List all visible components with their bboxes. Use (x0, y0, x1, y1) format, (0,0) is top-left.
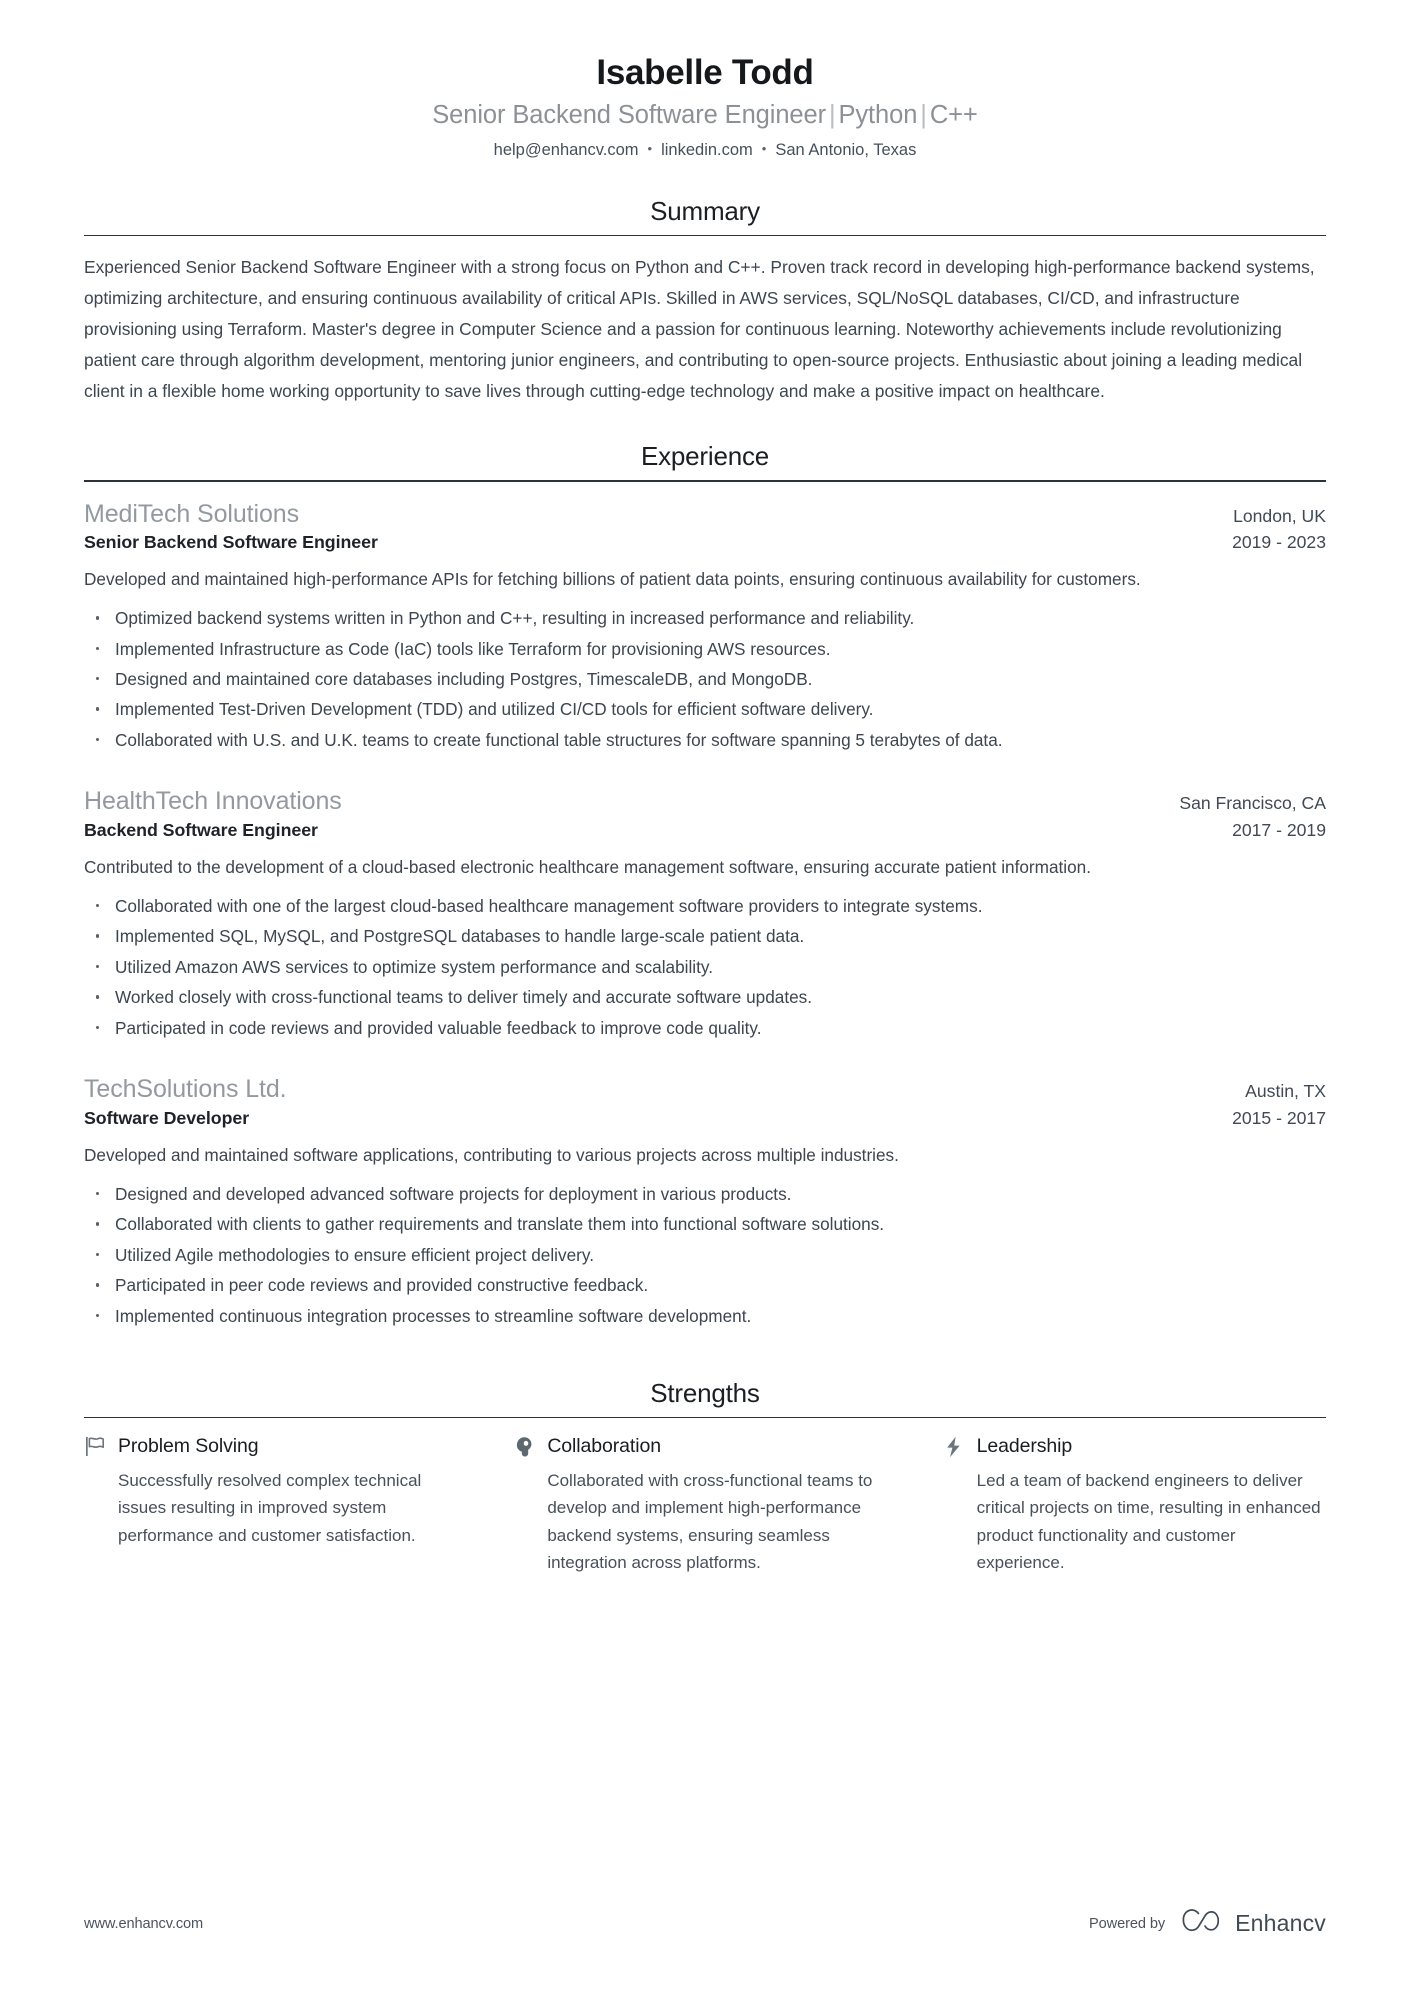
strength-header (513, 1434, 896, 1459)
contact-location: San Antonio, Texas (775, 140, 917, 159)
experience-item (84, 1073, 1326, 1331)
experience-role-row (84, 1106, 1326, 1131)
strength-item (513, 1434, 942, 1576)
experience-description: Developed and maintained high-performance APIs for fetching billions of patient data points, ensuring continuous availability for customers. (84, 568, 1141, 589)
strength-description: Led a team of backend engineers to deliver critical projects on time, resulting in enhanced product functionality and customer experience. (976, 1470, 1321, 1573)
experience-bullet-list (84, 891, 1326, 1043)
experience-section-title: Experience (640, 441, 770, 472)
thought-head-icon (513, 1435, 535, 1459)
strengths-grid (84, 1434, 1326, 1576)
experience-bullet: Participated in peer code reviews and provided constructive feedback. (84, 1270, 1326, 1300)
experience-company-name: HealthTech Innovations (84, 787, 342, 816)
experience-bullet: Participated in code reviews and provided valuable feedback to improve code quality. (84, 1013, 1326, 1043)
experience-description: Contributed to the development of a cloud-based electronic healthcare management software, ensuring accurate patient information. (84, 856, 1092, 877)
summary-divider (84, 235, 1326, 237)
strength-name: Problem Solving (118, 1435, 259, 1458)
experience-location: Austin, TX (1245, 1081, 1326, 1102)
strengths-section-title: Strengths (650, 1378, 760, 1409)
spacer (84, 1337, 1326, 1377)
strength-header (84, 1434, 467, 1459)
experience-bullet: Utilized Amazon AWS services to optimize system performance and scalability. (84, 952, 1326, 982)
experience-bullet: Worked closely with cross-functional teams to deliver timely and accurate software updates. (84, 982, 1326, 1012)
experience-bullet: Implemented SQL, MySQL, and PostgreSQL databases to handle large-scale patient data. (84, 921, 1326, 951)
experience-company-row (84, 498, 1326, 531)
professional-headline (84, 100, 1326, 131)
experience-section (84, 440, 1326, 1331)
headline-separator-2: | (920, 101, 927, 130)
strength-name: Collaboration (547, 1435, 661, 1458)
headline-part-cpp: C++ (929, 101, 978, 130)
experience-bullet: Collaborated with U.S. and U.K. teams to create functional table structures for software spanning 5 terabytes of data. (84, 725, 1326, 755)
experience-company-row (84, 785, 1326, 818)
resume-header (84, 52, 1326, 161)
experience-company-name: TechSolutions Ltd. (84, 1075, 287, 1104)
strength-item (84, 1434, 513, 1576)
experience-role: Senior Backend Software Engineer (84, 532, 378, 552)
flag-icon (84, 1435, 106, 1459)
summary-section (84, 195, 1326, 406)
page-title: Isabelle Todd (596, 53, 814, 92)
strength-description: Successfully resolved complex technical issues resulting in improved system performance and customer satisfaction. (118, 1470, 422, 1545)
contact-linkedin[interactable]: linkedin.com (661, 140, 753, 159)
summary-text: Experienced Senior Backend Software Engineer with a strong focus on Python and C++. Proven track record in developing high-performance backend systems, optimizing architecture, and ensuring continuous availability of critical APIs. Skilled in AWS services, SQL/NoSQL databases, CI/CD, and infrastructure provisioning using Terraform. Master's degree in Computer Science and a passion for continuous learning. Noteworthy achievements include revolutionizing patient care through algorithm development, mentoring junior engineers, and contributing to open-source projects. Enthusiastic about joining a leading medical client in a flexible home working opportunity to save lives through cutting-edge technology and make a positive impact on healthcare. (84, 257, 1315, 401)
experience-dates: 2015 - 2017 (1232, 1107, 1326, 1128)
experience-role-row (84, 818, 1326, 843)
experience-bullet: Collaborated with one of the largest cloud-based healthcare management software providers to integrate systems. (84, 891, 1326, 921)
experience-bullet: Implemented Test-Driven Development (TDD) and utilized CI/CD tools for efficient software delivery. (84, 694, 1326, 724)
enhancv-logo-icon (1178, 1908, 1222, 1939)
experience-dates: 2017 - 2019 (1232, 819, 1326, 840)
experience-company-name: MediTech Solutions (84, 499, 299, 528)
strengths-section (84, 1377, 1326, 1577)
experience-role: Backend Software Engineer (84, 819, 318, 840)
page-footer (84, 1908, 1326, 1939)
strength-description: Collaborated with cross-functional teams to develop and implement high-performance backend systems, ensuring seamless integration across platforms. (547, 1470, 873, 1573)
experience-bullet: Optimized backend systems written in Python and C++, resulting in increased performance and reliability. (84, 603, 1326, 633)
strength-name: Leadership (976, 1435, 1073, 1458)
experience-item (84, 498, 1326, 756)
experience-role: Software Developer (84, 1107, 250, 1128)
experience-bullet: Collaborated with clients to gather requirements and translate them into functional software solutions. (84, 1209, 1326, 1239)
contact-line (84, 140, 1326, 161)
contact-separator-1: • (647, 140, 653, 156)
experience-dates: 2019 - 2023 (1232, 532, 1326, 552)
experience-list (84, 498, 1326, 1332)
spacer (84, 412, 1326, 440)
experience-description: Developed and maintained software applications, contributing to various projects across multiple industries. (84, 1144, 899, 1165)
headline-separator-1: | (828, 101, 836, 130)
strength-item (943, 1434, 1326, 1576)
experience-divider (84, 480, 1326, 482)
experience-item (84, 785, 1326, 1043)
experience-bullet-list (84, 1179, 1326, 1331)
footer-brand (1089, 1908, 1326, 1939)
experience-role-row (84, 530, 1326, 555)
experience-bullet: Designed and developed advanced software projects for deployment in various products. (84, 1179, 1326, 1209)
strengths-divider (84, 1417, 1326, 1419)
experience-bullet: Implemented continuous integration processes to streamline software development. (84, 1301, 1326, 1331)
strength-header (943, 1434, 1326, 1459)
summary-section-title: Summary (650, 196, 760, 227)
headline-part-python: Python (838, 101, 918, 130)
lightning-bolt-icon (943, 1435, 965, 1459)
experience-bullet: Utilized Agile methodologies to ensure efficient project delivery. (84, 1240, 1326, 1270)
contact-separator-2: • (761, 140, 767, 156)
footer-website-url[interactable]: www.enhancv.com (84, 1915, 204, 1932)
footer-powered-by-label: Powered by (1089, 1915, 1166, 1932)
experience-bullet: Implemented Infrastructure as Code (IaC) tools like Terraform for provisioning AWS resources. (84, 634, 1326, 664)
contact-email[interactable]: help@enhancv.com (493, 140, 639, 159)
enhancv-brand-name: Enhancv (1235, 1910, 1326, 1936)
experience-company-row (84, 1073, 1326, 1106)
experience-bullet: Designed and maintained core databases including Postgres, TimescaleDB, and MongoDB. (84, 664, 1326, 694)
headline-part-role: Senior Backend Software Engineer (432, 101, 826, 130)
experience-location: San Francisco, CA (1179, 793, 1326, 814)
experience-bullet-list (84, 603, 1326, 755)
experience-location: London, UK (1233, 505, 1326, 526)
